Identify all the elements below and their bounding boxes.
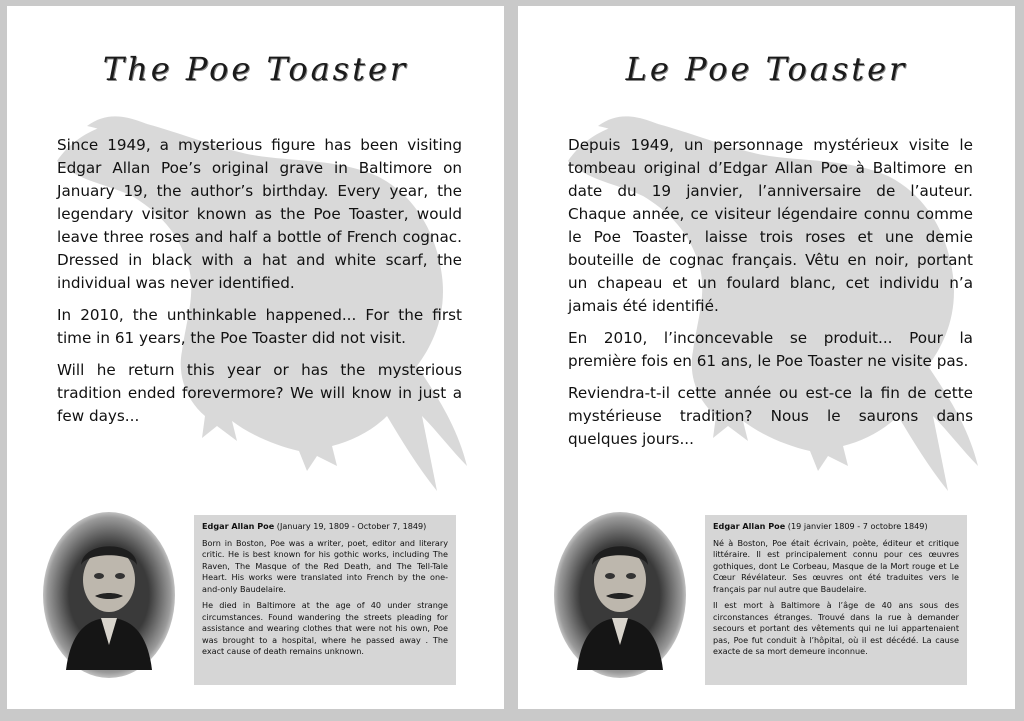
article-paragraph: Since 1949, a mysterious figure has been visiting Edgar Allan Poe’s original grave in Baltimore on January 19, the author’s birthday. Every year, the legendary visitor known as the Poe Toaster, would leave three roses and half a bottle of French cognac. Dressed in black with a hat and white scarf, the individual was never identified. [57, 136, 462, 292]
poe-portrait [41, 510, 177, 680]
bio-box [194, 515, 456, 685]
bio-paragraph: Il est mort à Baltimore à l’âge de 40 ans sous des circonstances étranges. Trouvé dans la rue à demander secours et portant des vêtements qui ne lui appartenaient pas, Poe fut conduit à l’hôpital, où il est décédé. La cause exacte de sa mort demeure inconnue. [713, 600, 959, 656]
page-title: Le Poe Toaster [625, 50, 908, 88]
bio-name: Edgar Allan Poe [713, 521, 786, 531]
bio-paragraph: Born in Boston, Poe was a writer, poet, editor and literary critic. He is best known for his gothic works, including The Raven, The Masque of the Red Death, and The Tell-Tale Heart. His works were translated into French by the one-and-only Baudelaire. [202, 537, 448, 594]
page-title: The Poe Toaster [102, 50, 409, 88]
article-paragraph: Depuis 1949, un personnage mystérieux visite le tombeau original d’Edgar Allan Poe à Baltimore en date du 19 janvier, l’anniversaire de l’auteur. Chaque année, ce visiteur légendaire connu comme le Poe Toaster, laisse trois roses et une demie bouteille de cognac français. Vêtu en noir, portant un chapeau et un foulard blanc, cet individu n’a jamais été identifié. [568, 136, 973, 315]
bio-name: Edgar Allan Poe [202, 521, 275, 531]
article-body [57, 134, 462, 437]
bio-heading [713, 521, 959, 533]
bio-paragraph: Né à Boston, Poe était écrivain, poète, éditeur et critique littéraire. Il est principalement connu pour ces œuvres gothiques, dont Le Corbeau, Masque de la Mort rouge et Le Cœur Révélateur. Ses œuvres ont été traduites vers le français par nul autre que Baudelaire. [713, 537, 959, 594]
bio-heading [202, 521, 448, 533]
bio-dates: (January 19, 1809 - October 7, 1849) [274, 521, 427, 531]
article-paragraph: In 2010, the unthinkable happened... For the first time in 61 years, the Poe Toaster did not visit. [57, 306, 462, 347]
page-english [7, 6, 504, 709]
bio-box [705, 515, 967, 685]
bio-paragraph: He died in Baltimore at the age of 40 under strange circumstances. Found wandering the streets pleading for assistance and wearing clothes that were not his own, Poe was brought to a hospital, where he passed away . The exact cause of death remains unknown. [202, 600, 448, 656]
bio-dates: (19 janvier 1809 - 7 octobre 1849) [785, 521, 928, 531]
poe-portrait [552, 510, 688, 680]
article-body [568, 134, 973, 460]
article-paragraph: En 2010, l’inconcevable se produit... Pour la première fois en 61 ans, le Poe Toaster ne visite pas. [568, 329, 973, 370]
page-french [518, 6, 1015, 709]
article-paragraph: Reviendra-t-il cette année ou est-ce la fin de cette mystérieuse tradition? Nous le saurons dans quelques jours... [568, 384, 973, 448]
article-paragraph: Will he return this year or has the mysterious tradition ended forevermore? We will know in just a few days... [57, 361, 462, 425]
